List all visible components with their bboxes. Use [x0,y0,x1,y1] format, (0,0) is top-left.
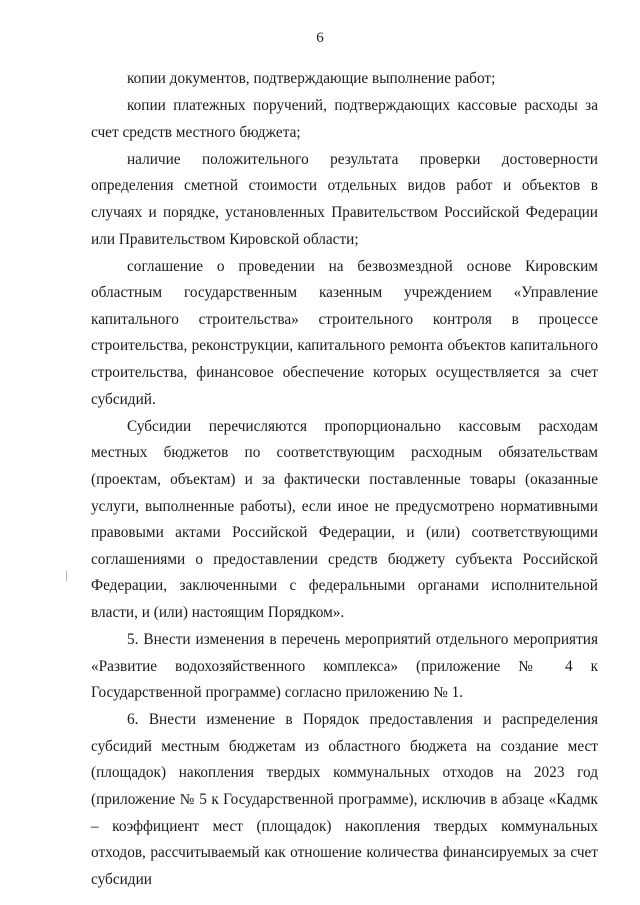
paragraph-construction-control: соглашение о проведении на безвозмездной основе Кировским областным государственным казенным учреждением «Управление капитального строительства» строительного контроля в процессе строительства, реконструкции, капитального ремонта объектов капитального строительства, финансовое обеспечение которых осуществляется за счет субсидий. [91,257,598,408]
paragraph-payment-orders: копии платежных поручений, подтверждающих кассовые расходы за счет средств местного бюджета; [91,97,598,141]
paragraph-item-5: 5. Внести изменения в перечень мероприятий отдельного мероприятия «Развитие водохозяйственного комплекса» (приложение № 4 к Государственной программе) согласно приложению № 1. [91,630,598,702]
paragraph-subsidy-transfer: Субсидии перечисляются пропорционально кассовым расходам местных бюджетов по соответствующим расходным обязательствам (проектам, объектам) и за фактически поставленные товары (оказанные услуги, выполненные работы), если иное не предусмотрено нормативными правовыми актами Российской Федерации, и (или) соответствующими соглашениями о предоставлении средств бюджету субъекта Российской Федерации, заключенными с федеральными органами исполнительной власти, и (или) настоящим Порядком». [91,417,598,621]
paragraph-documents-copies: копии документов, подтверждающие выполнение работ; [127,70,496,87]
page-number: 6 [316,30,324,46]
paragraph-estimate-check: наличие положительного результата проверки достоверности определения сметной стоимости отдельных видов работ и объектов в случаях и порядке, установленных Правительством Российской Федерации или Правительством Кировской области; [91,150,598,248]
document-body [91,66,598,894]
paragraph-item-6: 6. Внести изменение в Порядок предоставления и распределения субсидий местным бюджетам из областного бюджета на создание мест (площадок) накопления твердых коммунальных отходов на 2023 год (приложение № 5 к Государственной программе), исключив в абзаце «Кадмк – коэффициент мест (площадок) накопления твердых коммунальных отходов, рассчитываемый как отношение количества финансируемых за счет субсидии [91,711,598,888]
scan-margin-mark [66,571,67,581]
